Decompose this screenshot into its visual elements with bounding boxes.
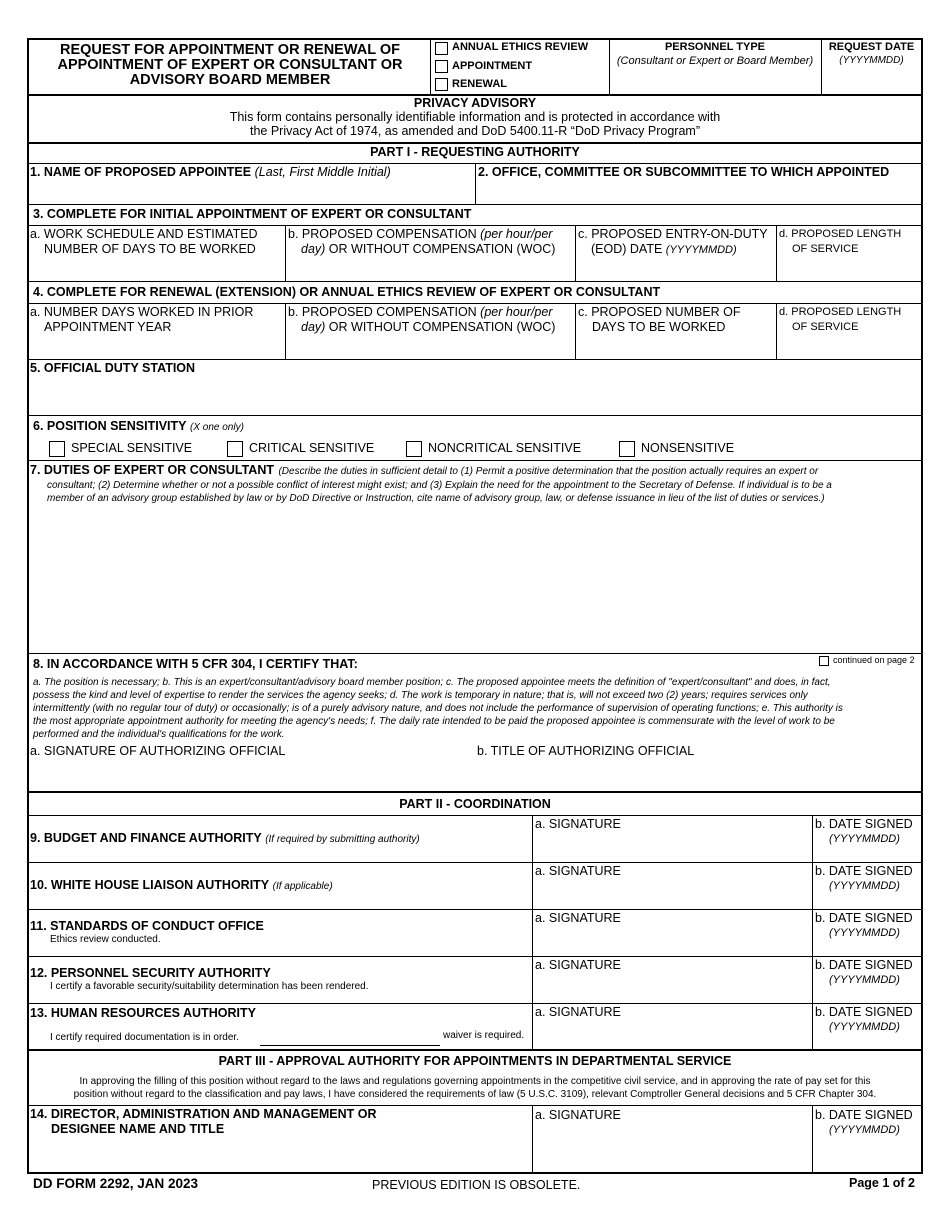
divider: [812, 815, 813, 1050]
divider: [27, 862, 923, 863]
appointment-label: APPOINTMENT: [452, 60, 533, 72]
budget-date-field[interactable]: b. DATE SIGNED (YYYYMMDD): [815, 817, 913, 845]
authorizing-signature-label: a. SIGNATURE OF AUTHORIZING OFFICIAL: [30, 744, 286, 758]
continued-label: continued on page 2: [833, 655, 915, 665]
part-3-title: PART III - APPROVAL AUTHORITY FOR APPOINTMENTS IN DEPARTMENTAL SERVICE: [218, 1054, 732, 1068]
standards-of-conduct-label: 11. STANDARDS OF CONDUCT OFFICE: [30, 919, 264, 933]
continued-checkbox[interactable]: [819, 656, 829, 666]
certification-label: 8. IN ACCORDANCE WITH 5 CFR 304, I CERTIFY THAT:: [33, 657, 358, 671]
appointment-checkbox[interactable]: [435, 60, 448, 73]
form-title: [30, 43, 430, 88]
divider: [27, 225, 923, 226]
conduct-signature-field[interactable]: a. SIGNATURE: [535, 911, 621, 925]
liaison-signature-field[interactable]: a. SIGNATURE: [535, 864, 621, 878]
special-sensitive-checkbox[interactable]: [49, 441, 65, 457]
personnel-security-label: 12. PERSONNEL SECURITY AUTHORITY: [30, 966, 271, 980]
divider: [27, 956, 923, 957]
part-3-text: In approving the filling of this position without regard to the laws and regulations governing appointments in the competitive civil service, and in approving the rate of pay set for this position without regard to the classification and pay laws, I have considered the requirements of law (5 U.S.C. 3109), relevant Comptroller General decisions and 5 CFR Chapter 304.: [73, 1076, 877, 1100]
conduct-date-field[interactable]: b. DATE SIGNED (YYYYMMDD): [815, 911, 913, 939]
certification-text: a. The position is necessary; b. This is an expert/consultant/advisory board member position; c. The proposed appointee meets the definition of "expert/consultant" and does, in fact, possess the kind and level of expertise to render the services the agency seeks; d. The work is temporary in nature; that is, will not exceed two (2) years; requires services only intermittently (with no regular tour of duty) or occasionally; is of a purely advisory nature, and does not include the performance of supervision of operating functions; e. This authority is the most appropriate appointment authority for meeting the agency's needs; f. The daily rate intended to be paid the proposed appointee is commensurate with the level of work to be performed and the individual's qualifications for the work.: [33, 677, 843, 740]
special-sensitive-label: SPECIAL SENSITIVE: [71, 441, 193, 455]
budget-signature-field[interactable]: a. SIGNATURE: [535, 817, 621, 831]
divider: [27, 653, 923, 654]
security-signature-field[interactable]: a. SIGNATURE: [535, 958, 621, 972]
work-schedule-field[interactable]: [30, 227, 258, 257]
office-committee-input[interactable]: [476, 180, 922, 202]
hr-certify-text: I certify required documentation is in order.: [50, 1032, 239, 1043]
initial-compensation-field[interactable]: b. PROPOSED COMPENSATION (per hour/per day) OR WITHOUT COMPENSATION (WOC): [288, 227, 556, 256]
divider: [27, 281, 923, 282]
budget-finance-label: 9. BUDGET AND FINANCE AUTHORITY (If required by submitting authority): [30, 831, 420, 845]
divider: [532, 815, 533, 1050]
privacy-line-1: This form contains personally identifiable information and is protected in accordance with: [229, 110, 721, 124]
security-certify-text: I certify a favorable security/suitability determination has been rendered.: [50, 981, 369, 992]
title-line-2: APPOINTMENT OF EXPERT OR CONSULTANT OR: [57, 57, 403, 73]
noncritical-sensitive-checkbox[interactable]: [406, 441, 422, 457]
request-date-field[interactable]: [821, 41, 922, 66]
divider: [430, 38, 431, 94]
annual-ethics-review-checkbox[interactable]: [435, 42, 448, 55]
personnel-type-hint: (Consultant or Expert or Board Member): [616, 55, 814, 67]
hr-signature-field[interactable]: a. SIGNATURE: [535, 1005, 621, 1019]
work-schedule-label-1: a. WORK SCHEDULE AND ESTIMATED: [30, 227, 258, 241]
item-3-title: 3. COMPLETE FOR INITIAL APPOINTMENT OF EXPERT OR CONSULTANT: [33, 207, 472, 221]
item-4-title: 4. COMPLETE FOR RENEWAL (EXTENSION) OR ANNUAL ETHICS REVIEW OF EXPERT OR CONSULTANT: [33, 285, 661, 299]
divider: [27, 815, 923, 816]
prior-days-field[interactable]: a. NUMBER DAYS WORKED IN PRIOR APPOINTMENT YEAR: [30, 305, 254, 334]
divider: [285, 303, 286, 359]
personnel-type-field[interactable]: [609, 41, 821, 67]
renewal-checkbox[interactable]: [435, 78, 448, 91]
divider: [27, 791, 923, 793]
nonsensitive-checkbox[interactable]: [619, 441, 635, 457]
form-id: DD FORM 2292, JAN 2023: [33, 1176, 199, 1191]
annual-ethics-review-label: ANNUAL ETHICS REVIEW: [452, 41, 589, 53]
authorizing-signature-input[interactable]: [28, 760, 474, 790]
ethics-review-text: Ethics review conducted.: [50, 934, 161, 945]
title-line-3: ADVISORY BOARD MEMBER: [129, 72, 331, 88]
divider: [285, 225, 286, 281]
page-number: Page 1 of 2: [849, 1176, 915, 1190]
duties-input[interactable]: [28, 508, 922, 651]
director-name-input[interactable]: [28, 1138, 531, 1172]
appointee-name-label: 1. NAME OF PROPOSED APPOINTEE (Last, First Middle Initial): [30, 165, 391, 179]
divider: [575, 303, 576, 359]
privacy-title: PRIVACY ADVISORY: [413, 96, 537, 110]
director-signature-field[interactable]: a. SIGNATURE: [535, 1108, 621, 1122]
divider: [776, 303, 777, 359]
noncritical-sensitive-label: NONCRITICAL SENSITIVE: [428, 441, 582, 455]
divider: [27, 909, 923, 910]
authorizing-title-label: b. TITLE OF AUTHORIZING OFFICIAL: [477, 744, 695, 758]
critical-sensitive-checkbox[interactable]: [227, 441, 243, 457]
authorizing-title-input[interactable]: [476, 760, 922, 790]
work-schedule-label-2: NUMBER OF DAYS TO BE WORKED: [44, 242, 256, 256]
nonsensitive-label: NONSENSITIVE: [641, 441, 735, 455]
human-resources-label: 13. HUMAN RESOURCES AUTHORITY: [30, 1006, 256, 1020]
divider: [27, 303, 923, 304]
divider: [532, 1105, 533, 1173]
critical-sensitive-label: CRITICAL SENSITIVE: [249, 441, 375, 455]
divider: [776, 225, 777, 281]
divider: [27, 1049, 923, 1051]
obsolete-notice: PREVIOUS EDITION IS OBSOLETE.: [372, 1178, 581, 1192]
divider: [27, 204, 923, 205]
divider: [27, 415, 923, 416]
duty-station-input[interactable]: [28, 377, 922, 414]
privacy-advisory: [27, 96, 923, 138]
divider: [27, 1105, 923, 1106]
divider: [27, 142, 923, 144]
title-line-1: REQUEST FOR APPOINTMENT OR RENEWAL OF: [60, 42, 400, 58]
divider: [27, 460, 923, 461]
liaison-date-field[interactable]: b. DATE SIGNED (YYYYMMDD): [815, 864, 913, 892]
position-sensitivity-label: 6. POSITION SENSITIVITY (X one only): [33, 419, 244, 433]
divider: [27, 1003, 923, 1004]
director-label: 14. DIRECTOR, ADMINISTRATION AND MANAGEMENT OR DESIGNEE NAME AND TITLE: [30, 1107, 377, 1136]
request-date-format: (YYYYMMDD): [839, 55, 904, 66]
white-house-liaison-label: 10. WHITE HOUSE LIAISON AUTHORITY (If applicable): [30, 878, 333, 892]
duties-label: 7. DUTIES OF EXPERT OR CONSULTANT (Describe the duties in sufficient detail to (1) Permit a positive determination that the position actually requires an expert or consultant; (2) Determine whether or not a possible conflict of interest might exist; and (3) Explain the need for the appointment to the Secretary of Defense. If individual is to be a member of an advisory group established by law or by DoD Directive or Instruction, cite name of advisory group, law, or defense issuance in lieu of the list of duties or services.): [30, 463, 832, 504]
divider: [27, 359, 923, 360]
eod-date-field[interactable]: c. PROPOSED ENTRY-ON-DUTY (EOD) DATE (YYYYMMDD): [578, 227, 768, 256]
director-date-field[interactable]: b. DATE SIGNED (YYYYMMDD): [815, 1108, 913, 1136]
hr-date-field[interactable]: b. DATE SIGNED (YYYYMMDD): [815, 1005, 913, 1033]
divider: [575, 225, 576, 281]
initial-length-field[interactable]: d. PROPOSED LENGTH OF SERVICE: [779, 228, 902, 255]
duty-station-label: 5. OFFICIAL DUTY STATION: [30, 361, 196, 375]
renewal-compensation-field[interactable]: b. PROPOSED COMPENSATION (per hour/per day) OR WITHOUT COMPENSATION (WOC): [288, 305, 556, 334]
proposed-days-field[interactable]: c. PROPOSED NUMBER OF DAYS TO BE WORKED: [578, 305, 741, 334]
personnel-type-label: PERSONNEL TYPE: [664, 41, 766, 53]
request-date-label: REQUEST DATE: [828, 41, 915, 53]
renewal-length-field[interactable]: d. PROPOSED LENGTH OF SERVICE: [779, 306, 902, 333]
part-1-title: PART I - REQUESTING AUTHORITY: [370, 145, 580, 159]
security-date-field[interactable]: b. DATE SIGNED (YYYYMMDD): [815, 958, 913, 986]
waiver-input[interactable]: [260, 1020, 440, 1046]
divider: [812, 1105, 813, 1173]
part-2-title: PART II - COORDINATION: [399, 797, 551, 811]
privacy-line-2: the Privacy Act of 1974, as amended and DoD 5400.11-R “DoD Privacy Program”: [250, 124, 700, 138]
office-committee-label: 2. OFFICE, COMMITTEE OR SUBCOMMITTEE TO WHICH APPOINTED: [478, 165, 890, 179]
renewal-label: RENEWAL: [452, 78, 507, 90]
waiver-text: waiver is required.: [443, 1030, 525, 1041]
appointee-name-input[interactable]: [28, 180, 474, 202]
